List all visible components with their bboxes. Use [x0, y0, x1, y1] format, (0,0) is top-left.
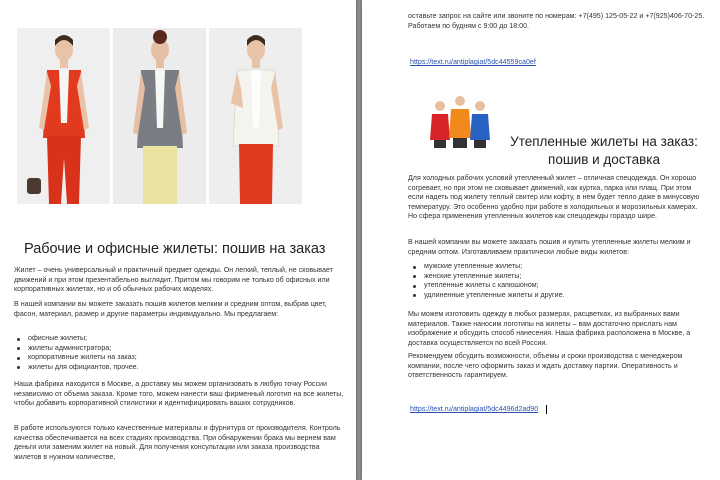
- list-item: офисные жилеты;: [14, 334, 334, 344]
- bullet-list-warm-vests: [410, 262, 700, 300]
- paragraph-warm-intro: Для холодных рабочих условий утепленный жилет – отличная спецодежда. Он хорошо согревает, но при этом не сковывает движений, как куртка, парка или плащ. При этом если надеть под жилету теплый свитер или кофту, в нем будет тепло даже в минусовую температуру. Это особенно удобно при работе в холодильных и морозильных камерах. Но сфера применения утепленных жилетов как спецодежды гораздо шире.: [408, 174, 700, 221]
- list-item: мужские утепленные жилеты;: [410, 262, 700, 272]
- document-page-left: [0, 0, 356, 480]
- list-item: утепленные жилеты с капюшоном;: [410, 281, 700, 291]
- list-item: жилеты для официантов, прочее.: [14, 363, 334, 373]
- heading-office-vests: Рабочие и офисные жилеты: пошив на заказ: [24, 241, 326, 257]
- paragraph-order: В нашей компании вы можете заказать пошив жилетов мелким и средним оптом, выбрав цвет, фасон, материал, размер и другие параметры индивидуально. Мы предлагаем:: [14, 300, 327, 318]
- photo-red-vest: [17, 28, 110, 204]
- list-item: удлиненные утепленные жилеты и другие.: [410, 291, 700, 301]
- paragraph-warm-sizes: Мы можем изготовить одежду в любых размерах, расцветках, из выбранных вами материалов. Также наносим логотипы на жилеты – вам достаточно прислать нам изображение и обсудить способ нанесения. Наша фабрика расположена в Москве, а доставка осуществляется по всей России.: [408, 310, 691, 347]
- list-item: женские утепленные жилеты;: [410, 272, 700, 282]
- paragraph-warm-order: В нашей компании вы можете заказать пошив и купить утепленные жилеты мелким и средним оптом. Изготавливаем практически любые виды жилетов:: [408, 238, 691, 256]
- bullet-list-vest-types: [14, 334, 334, 372]
- list-item: корпоративные жилеты на заказ;: [14, 353, 334, 363]
- heading-warm-vests: Утепленные жилеты на заказ: пошив и доставка: [510, 134, 698, 167]
- paragraph-factory: Наша фабрика находится в Москве, а доставку мы можем организовать в любую точку России независимо от объема заказа. Кроме того, можем нанести ваш фирменный логотип на все жилеты, чтобы добавить корпоративной стилистики и идентифицировать ваших сотрудников.: [14, 380, 344, 408]
- paragraph-quality: В работе используются только качественные материалы и фурнитура от производителя. Контроль качества обеспечивается на всех стадиях производства. При обнаружении брака мы вернем вам деньги или заменим жилет на новый. Для получения консультации или заказа производства жилетов в нужном количестве,: [14, 424, 341, 461]
- image-people-warm-vests: [426, 92, 494, 148]
- paragraph-intro: Жилет – очень универсальный и практичный предмет одежды. Он легкий, теплый, не сковывает движений и при этом презентабельно выглядит. Притом мы говорим не только об офисных или корпоративных жилетах, но и об обычных рабочих моделях.: [14, 266, 333, 294]
- paragraph-warm-recommend: Рекомендуем обсудить возможности, объемы и сроки производства с менеджером компании, после чего оформить заказ и ждать доставку партии. Оперативность и ответственность гарантируем.: [408, 352, 683, 380]
- paragraph-contacts: оставьте запрос на сайте или звоните по номерам: +7(495) 125-05-22 и +7(925)406-70-25. Работаем по будням с 9:00 до 18:00.: [408, 12, 705, 30]
- link-antiplagiat-2[interactable]: https://text.ru/antiplagiat/5dc4496d2ad90: [410, 405, 539, 413]
- list-item: жилеты администратора;: [14, 344, 334, 354]
- link-antiplagiat-1[interactable]: https://text.ru/antiplagiat/5dc44559ca0ef: [410, 58, 536, 66]
- photo-white-vest: [209, 28, 302, 204]
- photo-gray-vest: [113, 28, 206, 204]
- text-cursor: [546, 405, 547, 414]
